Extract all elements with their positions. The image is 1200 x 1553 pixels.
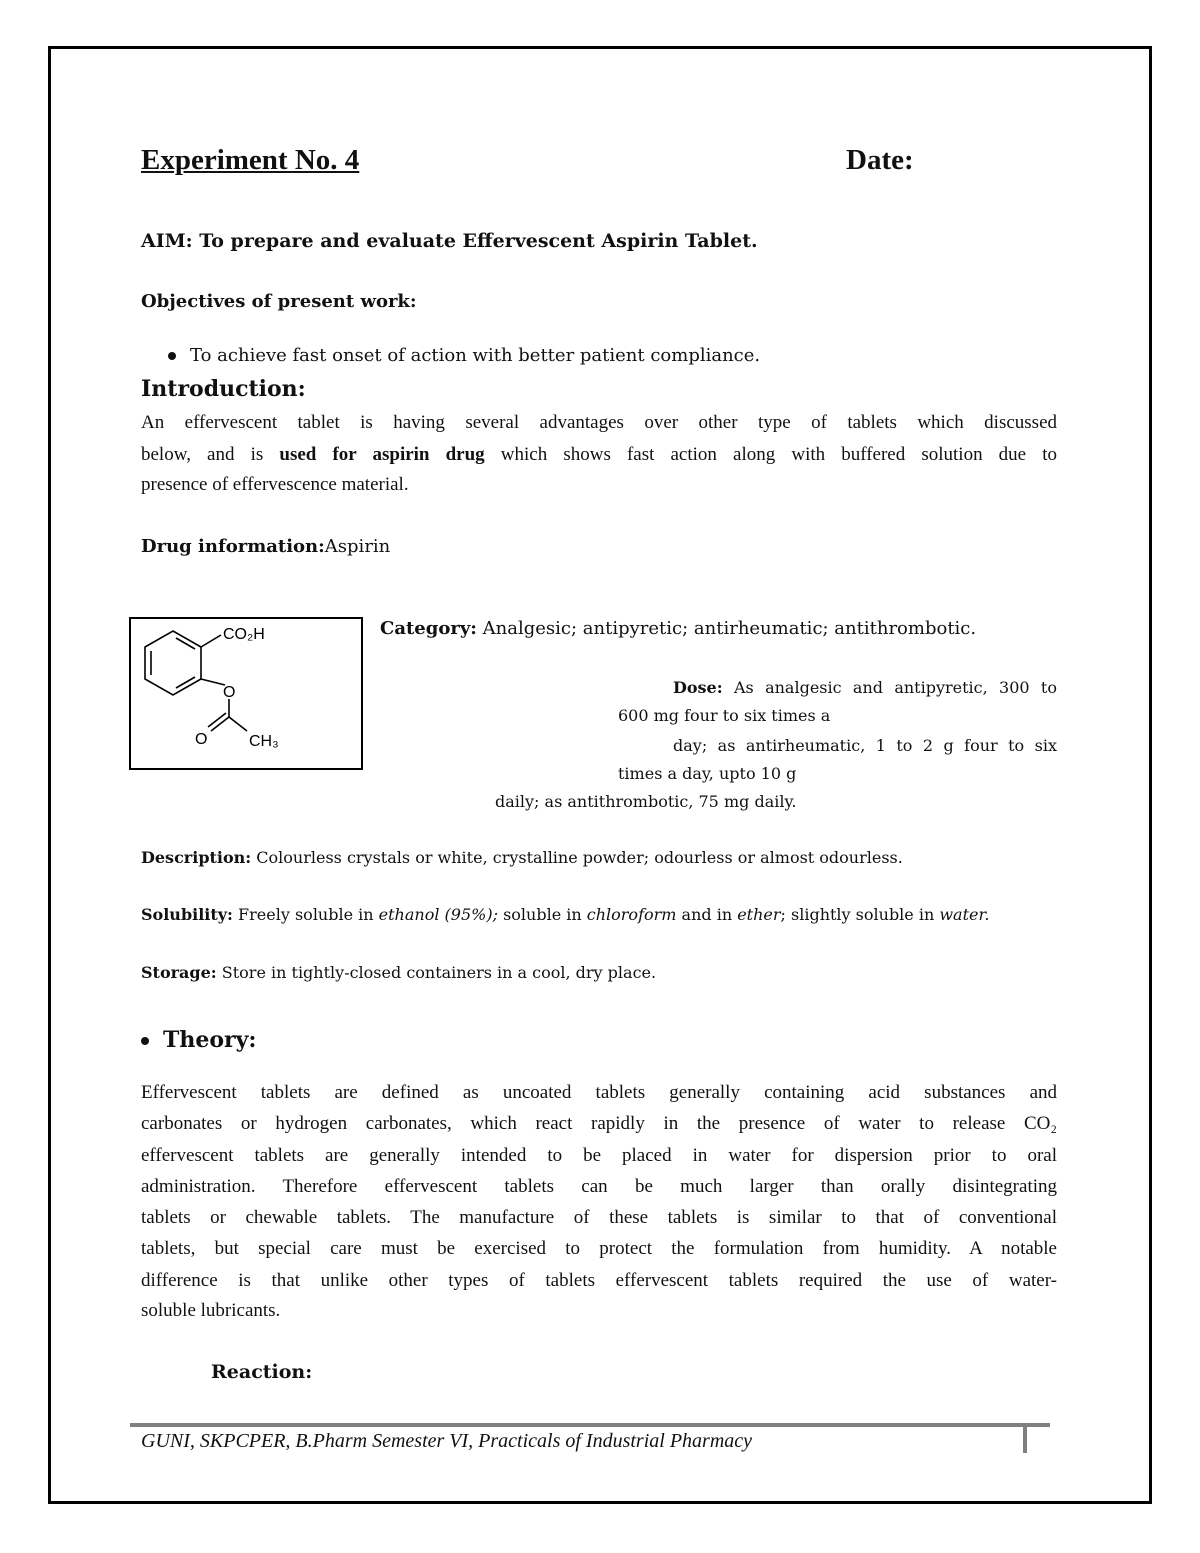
solubility-label: Solubility: (141, 905, 233, 924)
bullet-icon (141, 1037, 149, 1045)
reaction-heading: Reaction: (211, 1361, 313, 1383)
objectives-heading: Objectives of present work: (141, 291, 417, 312)
dose-line-3: day; as antirheumatic, 1 to 2 g four to six (673, 736, 1057, 755)
aspirin-structure-figure (129, 617, 363, 770)
introduction-heading: Introduction: (141, 376, 306, 402)
dose-line-5: daily; as antithrombotic, 75 mg daily. (495, 792, 797, 811)
solubility-ethanol: ethanol (95%); (378, 905, 498, 924)
aim-text: : To prepare and evaluate Effervescent Aspirin Tablet. (185, 230, 758, 252)
solubility-water: water. (939, 905, 990, 924)
description (141, 848, 903, 867)
bullet-icon (168, 352, 176, 360)
dose-label: Dose: (673, 678, 723, 697)
intro-emphasis: used for aspirin drug (279, 444, 485, 465)
category (380, 618, 976, 639)
co2h-label: CO₂H (223, 626, 265, 643)
footer-tick (1023, 1423, 1027, 1453)
theory-line: difference is that unlike other types of tablets effervescent tablets required the use of water- (141, 1270, 1057, 1291)
aim-line (141, 230, 758, 252)
solubility-text-4: ; slightly soluble in (780, 905, 940, 924)
solubility-ether: ether (737, 905, 781, 924)
description-value: Colourless crystals or white, crystalline powder; odourless or almost odourless. (251, 848, 903, 867)
ether-oxygen-label: O (223, 684, 236, 701)
solubility (141, 905, 989, 924)
dose-line-4: times a day, upto 10 g (618, 764, 797, 783)
theory-heading: Theory: (163, 1027, 257, 1053)
storage-label: Storage: (141, 963, 217, 982)
intro-line-2-pre: below, and is (141, 444, 280, 465)
theory-line: tablets or chewable tablets. The manufacture of these tablets is similar to that of conventional (141, 1207, 1057, 1228)
objective-text: To achieve fast onset of action with better patient compliance. (190, 345, 761, 366)
category-label: Category: (380, 618, 477, 639)
drug-information (141, 536, 390, 557)
solubility-text-1: Freely soluble in (232, 905, 379, 924)
footer-rule (130, 1423, 1050, 1427)
date-label: Date: (846, 144, 914, 176)
intro-line-2-post: which shows fast action along with buffered solution due to (484, 444, 1057, 465)
solubility-chloroform: chloroform (586, 905, 677, 924)
dose-line-2: 600 mg four to six times a (618, 706, 831, 725)
theory-line: Effervescent tablets are defined as uncoated tablets generally containing acid substances and (141, 1082, 1057, 1103)
solubility-text-3: and in (676, 905, 738, 924)
theory-heading-row (141, 1027, 257, 1053)
intro-line-2 (141, 443, 1057, 467)
theory-line: effervescent tablets are generally intended to be placed in water for dispersion prior to oral (141, 1145, 1057, 1166)
dose-line-1 (673, 677, 1057, 699)
theory-line: soluble lubricants. (141, 1300, 281, 1321)
experiment-title: Experiment No. 4 (141, 144, 360, 176)
storage-value: Store in tightly-closed containers in a cool, dry place. (216, 963, 657, 982)
solubility-text-2: soluble in (497, 905, 587, 924)
theory-line: tablets, but special care must be exercised to protect the formulation from humidity. A notable (141, 1238, 1057, 1259)
storage (141, 963, 656, 982)
carbonyl-oxygen-label: O (195, 731, 208, 748)
category-value: Analgesic; antipyretic; antirheumatic; antithrombotic. (476, 618, 977, 639)
dose-text-1: As analgesic and antipyretic, 300 to (722, 678, 1057, 697)
methyl-label: CH₃ (249, 733, 279, 750)
description-label: Description: (141, 848, 252, 867)
theory-line: administration. Therefore effervescent tablets can be much larger than orally disintegrating (141, 1176, 1057, 1197)
intro-line-3: presence of effervescence material. (141, 474, 409, 495)
footer-text: GUNI, SKPCPER, B.Pharm Semester VI, Practicals of Industrial Pharmacy (141, 1430, 753, 1452)
intro-line-1: An effervescent tablet is having several advantages over other type of tablets which discussed (141, 412, 1057, 433)
theory-line: carbonates or hydrogen carbonates, which react rapidly in the presence of water to release CO₂ (141, 1113, 1057, 1134)
objective-item (168, 345, 760, 366)
aspirin-structure-icon (131, 619, 361, 768)
drug-information-label: Drug information: (141, 536, 325, 557)
benzene-ring (145, 631, 201, 695)
aim-label: AIM (141, 230, 186, 252)
drug-information-value: Aspirin (324, 536, 391, 557)
